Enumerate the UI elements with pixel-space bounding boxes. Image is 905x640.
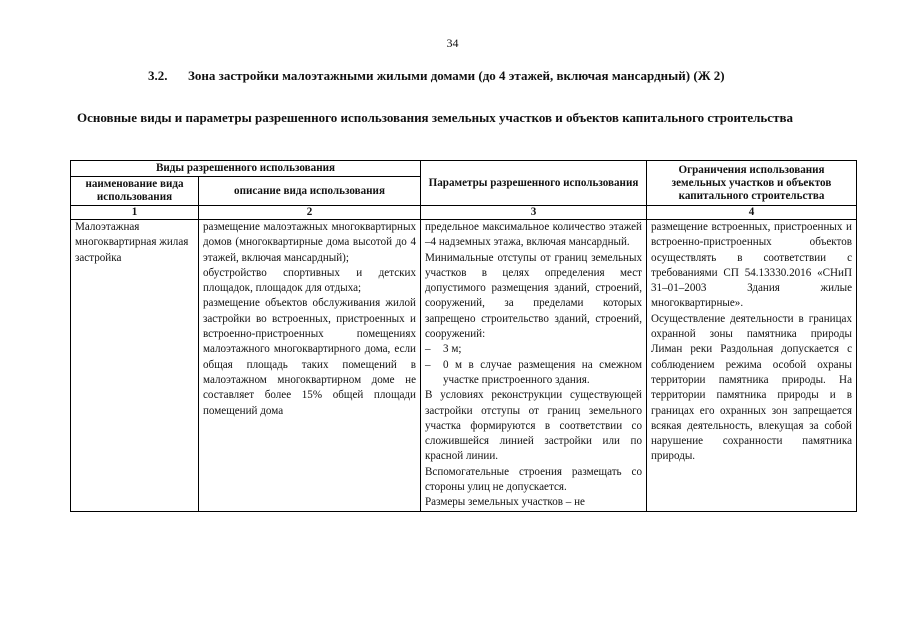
bullet-text: 0 м в случае размещения на смежном участке пристроенного здания. xyxy=(443,358,642,386)
column-number-1: 1 xyxy=(71,206,199,220)
header-use-name: наименование вида использования xyxy=(71,177,199,206)
parameters-intro: предельное максимальное количество этажей –4 надземных этажа, включая мансардный. Минимальные отступы от границ земельных участков в целях определения мест допустимого размещения зданий, строений, сооружений, за пределами которых запрещено строительство зданий, строений, сооружений: xyxy=(425,221,642,341)
subheading: Основные виды и параметры разрешенного использования земельных участков и объектов капитального строительства xyxy=(77,110,793,125)
cell-use-description: размещение малоэтажных многоквартирных домов (многоквартирные дома высотой до 4 этажей, включая мансардный); обустройство спортивных и детских площадок, площадок для отдыха; размещение объектов обслуживания жилой застройки во встроенных, пристроенных и встроенно-пристроенных помещениях малоэтажного многоквартирного дома, если общая площадь таких помещений в малоэтажном многоквартирном доме не составляет более 15% общей площади помещений дома xyxy=(199,220,421,512)
header-use-description: описание вида использования xyxy=(199,177,421,206)
bullet-text: 3 м; xyxy=(443,343,462,356)
header-uses-group: Виды разрешенного использования xyxy=(71,161,421,177)
table-row xyxy=(71,220,857,512)
section-title xyxy=(148,68,725,84)
header-parameters: Параметры разрешенного использования xyxy=(421,161,647,206)
section-number: 3.2. xyxy=(148,68,168,83)
section-title-text: Зона застройки малоэтажными жилыми домами (до 4 этажей, включая мансардный) (Ж 2) xyxy=(188,68,725,83)
permitted-use-table xyxy=(70,160,857,512)
column-number-3: 3 xyxy=(421,206,647,220)
dash-bullet-icon: – xyxy=(425,358,431,371)
parameters-outro: В условиях реконструкции существующей застройки отступы от границ земельного участка формируются в соответствии со сложившейся линией застройки или по красной линии. Вспомогательные строения размещать со стороны улиц не допускается. Размеры земельных участков – не xyxy=(425,389,642,509)
column-number-4: 4 xyxy=(647,206,857,220)
header-restrictions: Ограничения использования земельных участков и объектов капитального строительства xyxy=(647,161,857,206)
list-item xyxy=(425,358,642,389)
page-number: 34 xyxy=(446,36,459,50)
cell-use-name: Малоэтажная многоквартирная жилая застройка xyxy=(71,220,199,512)
dash-bullet-icon: – xyxy=(425,343,431,356)
list-item xyxy=(425,342,642,357)
column-number-2: 2 xyxy=(199,206,421,220)
cell-restrictions: размещение встроенных, пристроенных и встроенно-пристроенных объектов осуществлять в соответствии с требованиями СП 54.13330.2016 «СНиП 31–01–2003 Здания жилые многоквартирные». Осуществление деятельности в границах охранной зоны памятника природы Лиман реки Раздольная допускается с соблюдением режима особой охраны территории памятника природы. На территории памятника природы и в границах его охранных зон запрещается всякая деятельность, влекущая за собой нарушение сохранности памятника природы. xyxy=(647,220,857,512)
cell-parameters xyxy=(421,220,647,512)
